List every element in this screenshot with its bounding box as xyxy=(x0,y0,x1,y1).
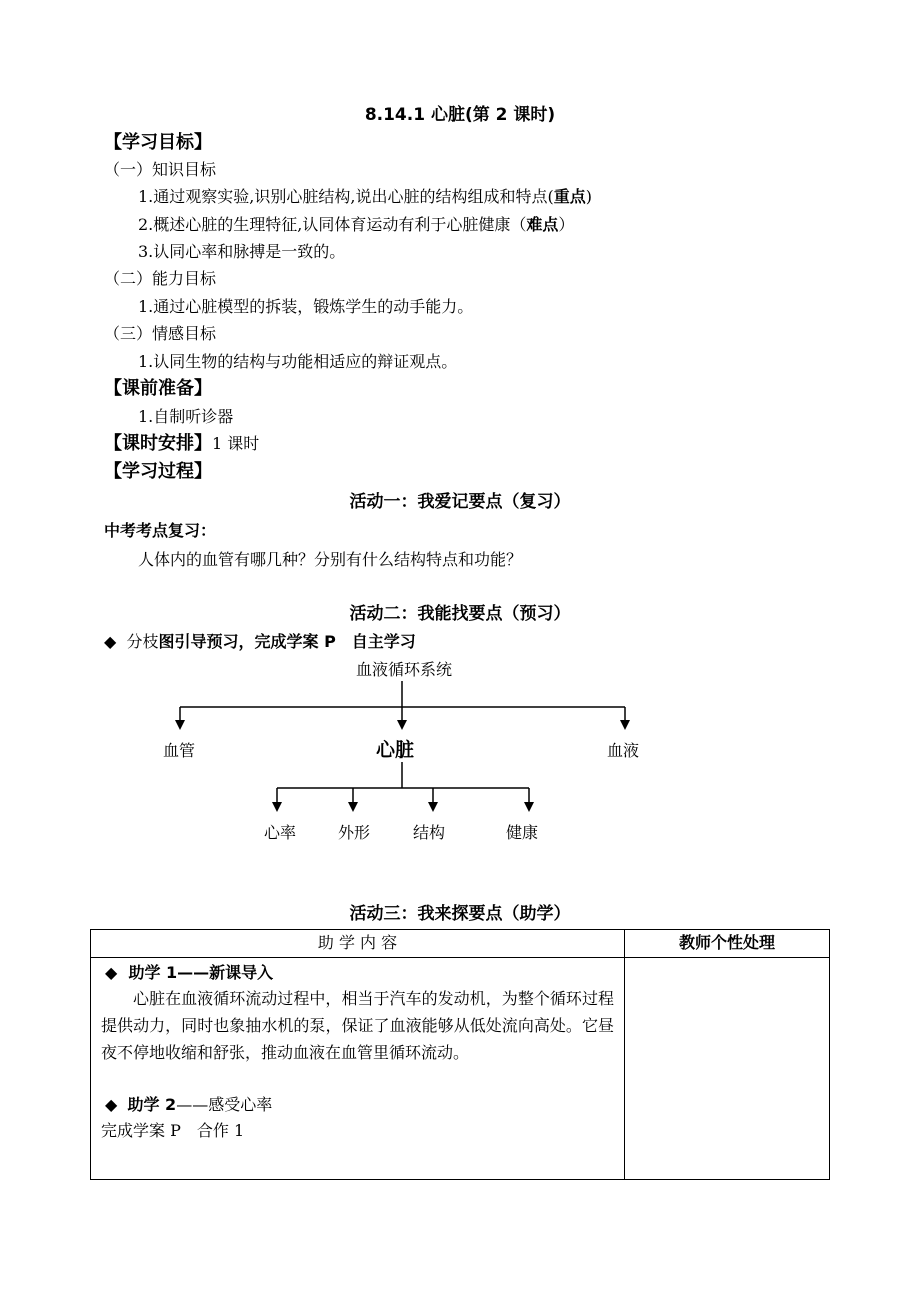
teacher-notes-cell xyxy=(625,958,830,1180)
knowledge-item-1-end: ) xyxy=(585,187,592,206)
diagram-center-node: 心脏 xyxy=(376,739,415,761)
diagram-leaf: 健康 xyxy=(506,823,539,842)
help2-title-line xyxy=(101,1092,614,1118)
ability-label: （二）能力目标 xyxy=(104,269,217,288)
help2-task: 完成学案 P 合作 1 xyxy=(101,1121,245,1140)
diagram-root: 血液循环系统 xyxy=(355,660,452,679)
emotion-item-1: 1.认同生物的结构与功能相适应的辩证观点。 xyxy=(138,352,458,371)
activity1-title: 活动一：我爱记要点（复习） xyxy=(349,492,571,512)
key-point-label: 重点 xyxy=(553,187,586,206)
bullet-icon: ◆ xyxy=(105,963,118,982)
activity2-title: 活动二：我能找要点（预习） xyxy=(349,604,571,624)
activity1-subheading: 中考考点复习： xyxy=(104,521,217,540)
diagram-leaf: 外形 xyxy=(338,823,371,842)
help-table xyxy=(90,929,830,1180)
knowledge-label: （一）知识目标 xyxy=(104,160,217,179)
activity2-instr-bold: 图引导预习，完成学案 P 自主学习 xyxy=(158,632,416,651)
help2-title-bold: 助学 2 xyxy=(127,1095,177,1114)
knowledge-item-2-text: 2.概述心脏的生理特征,认同体育运动有利于心脏健康（ xyxy=(138,215,527,234)
prep-item-1: 1.自制听诊器 xyxy=(138,407,234,426)
help-content-cell xyxy=(91,958,625,1180)
difficult-point-label: 难点 xyxy=(526,215,559,234)
help1-title-line xyxy=(101,961,614,985)
activity2-instr-normal: 分枝 xyxy=(126,632,159,651)
schedule-value: 1 课时 xyxy=(212,434,260,453)
diagram-leaf: 结构 xyxy=(413,823,446,842)
bullet-icon: ◆ xyxy=(105,1095,118,1114)
help1-title: 助学 1——新课导入 xyxy=(128,963,274,982)
emotion-label: （三）情感目标 xyxy=(104,324,217,343)
diagram-left-node: 血管 xyxy=(163,741,196,760)
activity3-title: 活动三：我来探要点（助学） xyxy=(349,904,571,924)
col2-header: 教师个性处理 xyxy=(625,930,830,958)
ability-item-1: 1.通过心脏模型的拆装，锻炼学生的动手能力。 xyxy=(138,297,474,316)
prep-heading: 【课前准备】 xyxy=(104,378,212,399)
diagram-leaf: 心率 xyxy=(264,823,297,842)
activity1-question: 人体内的血管有哪几种？分别有什么结构特点和功能？ xyxy=(138,550,523,569)
bullet-icon: ◆ xyxy=(104,632,117,651)
help1-paragraph: 心脏在血液循环流动过程中，相当于汽车的发动机，为整个循环过程提供动力，同时也象抽水机的泵，保证了血液能够从低处流向高处。它昼夜不停地收缩和舒张，推动血液在血管里循环流动。 xyxy=(101,989,614,1062)
objectives-heading: 【学习目标】 xyxy=(104,132,212,153)
process-heading: 【学习过程】 xyxy=(104,461,212,482)
schedule-heading: 【课时安排】 xyxy=(104,433,212,454)
help2-title-rest: ——感受心率 xyxy=(176,1095,273,1114)
page-title: 8.14.1 心脏(第 2 课时) xyxy=(364,105,556,125)
knowledge-item-2-end: ） xyxy=(558,215,575,234)
knowledge-item-1-text: 1.通过观察实验,识别心脏结构,说出心脏的结构组成和特点( xyxy=(138,187,554,206)
col1-header: 助 学 内 容 xyxy=(91,930,625,958)
diagram-right-node: 血液 xyxy=(607,741,640,760)
knowledge-item-3: 3.认同心率和脉搏是一致的。 xyxy=(138,242,346,261)
